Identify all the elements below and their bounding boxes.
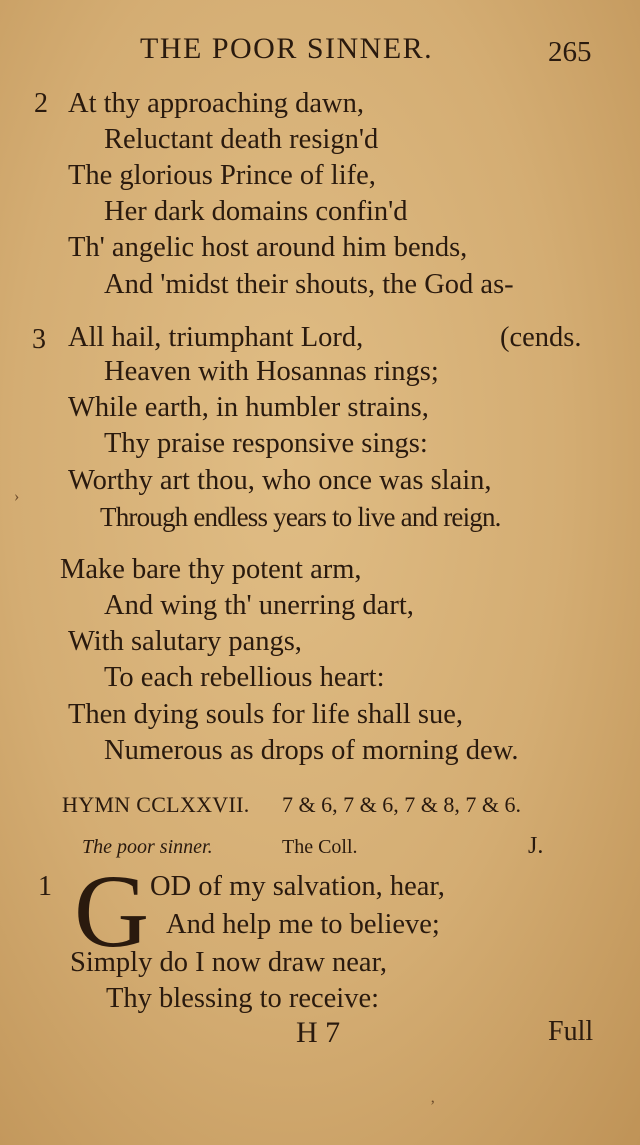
verse-line: At thy approaching dawn, xyxy=(68,88,365,119)
hymn-source: The Coll. xyxy=(282,836,358,858)
page-speck-icon: › xyxy=(14,488,20,505)
verse-line: Simply do I now draw near, xyxy=(70,947,388,978)
verse-line: Her dark domains confin'd xyxy=(104,196,408,227)
verse-line: Make bare thy potent arm, xyxy=(60,554,362,585)
stanza-number: 3 xyxy=(32,324,46,355)
verse-line: And 'midst their shouts, the God as- xyxy=(104,269,514,300)
page-speck-icon: ’ xyxy=(430,1098,436,1115)
carryover-text: (cends. xyxy=(500,322,582,353)
verse-line: And wing th' unerring dart, xyxy=(104,590,414,621)
running-head: THE POOR SINNER. xyxy=(140,32,434,65)
signature-mark: H 7 xyxy=(296,1016,341,1049)
verse-line: With salutary pangs, xyxy=(68,626,302,657)
verse-line: And help me to believe; xyxy=(166,909,440,940)
stanza-number: 1 xyxy=(38,871,52,902)
hymn-author: J. xyxy=(528,833,544,859)
verse-line: Then dying souls for life shall sue, xyxy=(68,699,463,730)
verse-line: While earth, in humbler strains, xyxy=(68,392,429,423)
page-number: 265 xyxy=(548,36,592,68)
verse-line: OD of my salvation, hear, xyxy=(150,871,445,902)
verse-line: All hail, triumphant Lord, xyxy=(68,322,364,353)
verse-line: The glorious Prince of life, xyxy=(68,160,376,191)
page-header xyxy=(0,32,640,72)
hymn-meter: 7 & 6, 7 & 6, 7 & 8, 7 & 6. xyxy=(282,792,521,817)
hymn-subject: The poor sinner. xyxy=(82,836,213,858)
hymn-title: HYMN CCLXXVII. xyxy=(62,792,250,817)
verse-line: Worthy art thou, who once was slain, xyxy=(68,465,492,496)
verse-line: Th' angelic host around him bends, xyxy=(68,232,468,263)
verse-line: Thy blessing to receive: xyxy=(106,983,380,1014)
verse-line: Through endless years to live and reign. xyxy=(100,502,501,532)
verse-line: Heaven with Hosannas rings; xyxy=(104,356,439,387)
stanza-number: 2 xyxy=(34,88,48,119)
verse-line: Reluctant death resign'd xyxy=(104,124,379,155)
verse-line: Thy praise responsive sings: xyxy=(104,428,428,459)
catchword: Full xyxy=(548,1016,594,1047)
verse-line: Numerous as drops of morning dew. xyxy=(104,735,519,766)
verse-line: To each rebellious heart: xyxy=(104,662,385,693)
drop-cap: G xyxy=(74,854,150,969)
